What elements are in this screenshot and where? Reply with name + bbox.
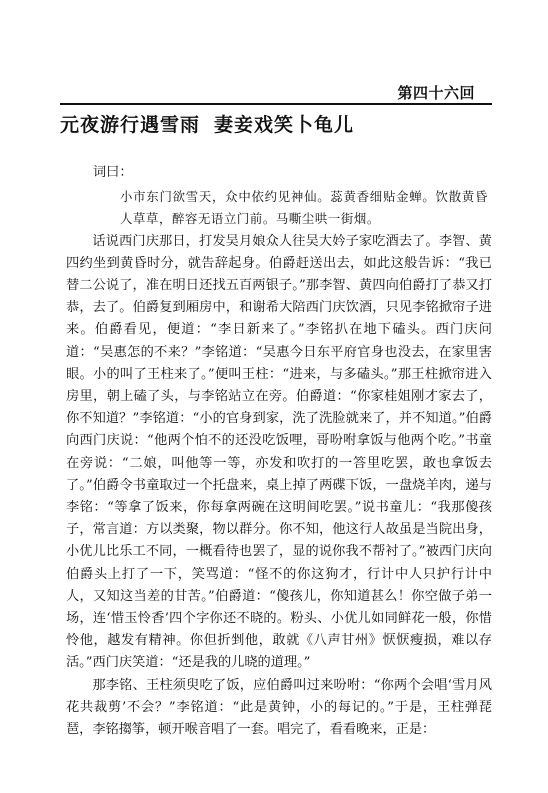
ci-label: 词曰： bbox=[93, 165, 133, 180]
chapter-title bbox=[60, 110, 354, 137]
header-rule bbox=[60, 103, 492, 105]
opening-verse: 小市东门欲雪天，众中依约见神仙。蕊黄香细贴金蝉。饮散黄昏人草草，醉容无语立门前。马嘶尘哄一街烟。 bbox=[120, 189, 488, 227]
paragraph-1: 话说西门庆那日，打发吴月娘众人往吴大妗子家吃酒去了。李智、黄四约坐到黄昏时分，就告辞起身。伯爵赶送出去，如此这般告诉：“我已替二公说了，准在明日还找五百两银子。”那李智、黄四向伯爵打了恭又打恭，去了。伯爵复到厢房中，和谢希大陪西门庆饮酒，只见李铭掀帘子进来。伯爵看见，便道：“李日新来了。”李铭扒在地下磕头。西门庆问道：“吴惠怎的不来？”李铭道：“吴惠今日东平府官身也没去，在家里害眼。小的叫了王柱来了。”便叫王柱：“进来，与多磕头。”那王柱掀帘进入房里，朝上磕了头，与李铭站立在旁。伯爵道：“你家桂姐刚才家去了，你不知道？”李铭道：“小的官身到家，洗了洗脸就来了，并不知道。”伯爵向西门庆说：“他两个怕不的还没吃饭哩，哥吩咐拿饭与他两个吃。”书童在旁说：“二娘，叫他等一等，亦发和吹打的一答里吃罢，敢也拿饭去了。”伯爵令书童取过一个托盘来，桌上掉了两碟下饭，一盘烧羊肉，递与李铭：“等拿了饭来，你每拿两碗在这明间吃罢。”说书童儿：“我那傻孩子，常言道：方以类聚，物以群分。你不知，他这行人故虽是当院出身，小优儿比乐工不同，一概看待也罢了，显的说你我不帮衬了。”被西门庆向伯爵头上打了一下，笑骂道：“怪不的你这狗才，行计中人只护行计中人，又知这当差的甘苦。”伯爵道：“傻孩儿，你知道甚么！你空做子弟一场，连‘惜玉怜香’四个字你还不晓的。粉头、小优儿如同鲜花一般，你惜怜他，越发有精神。你但折剉他，敢就《八声甘州》恹恹瘦损，难以存活。”西门庆笑道：“还是我的儿晓的道理。” bbox=[66, 233, 492, 671]
chapter-body bbox=[66, 162, 492, 741]
paragraph-2: 那李铭、王柱须臾吃了饭，应伯爵叫过来吩咐：“你两个会唱‘雪月风花共裁剪’不会？”李铭道：“此是黄钟，小的每记的。”于是，王柱弹琵琶，李铭搊筝，顿开喉音唱了一套。唱完了，看看晚来，正是： bbox=[66, 677, 492, 738]
chapter-number: 第四十六回 bbox=[397, 84, 475, 102]
chapter-title-part2: 妻妾戏笑卜龟儿 bbox=[214, 114, 355, 136]
chapter-title-part1: 元夜游行遇雪雨 bbox=[60, 114, 201, 136]
